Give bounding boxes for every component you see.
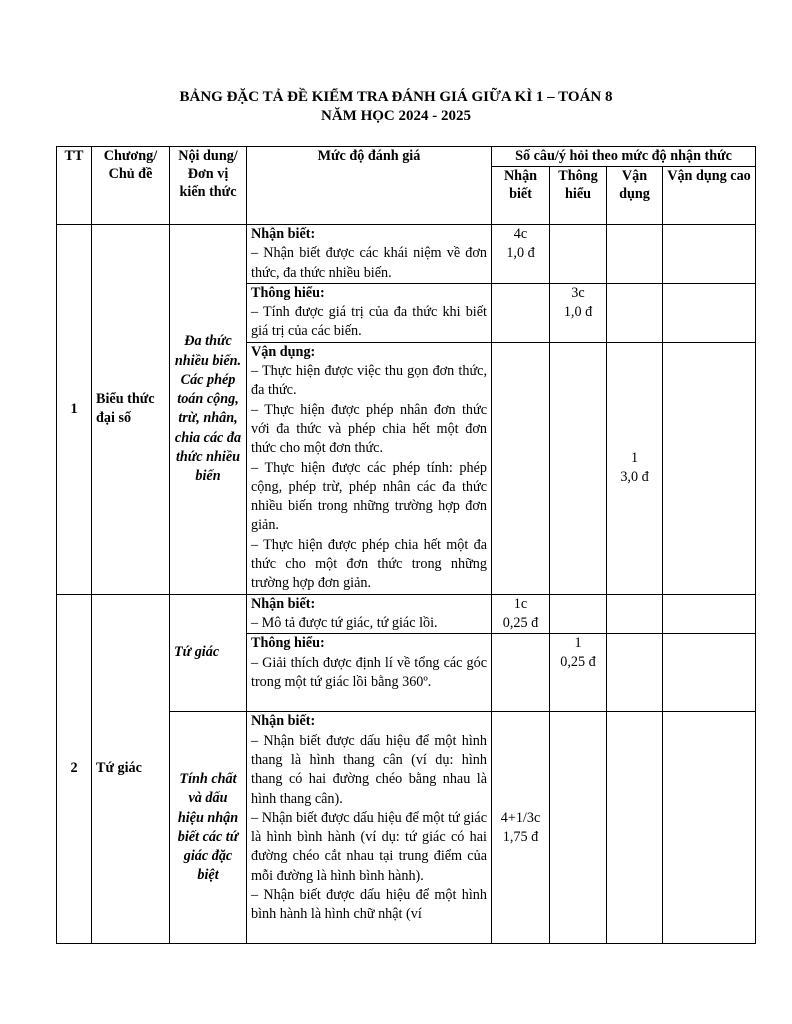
table-row [57,225,756,284]
points: 3,0 đ [620,469,649,486]
level-desc-cell [247,594,492,634]
level-label: Nhận biết: [251,595,316,612]
section-number: 1 [57,225,92,595]
school-year: NĂM HỌC 2024 - 2025 [321,108,471,124]
points: 0,25 đ [560,654,596,671]
header-group: Số câu/ý hỏi theo mức độ nhận thức [492,147,756,167]
understand-score [550,634,607,712]
level-description: – Thực hiện được phép nhân đơn thức với đa thức và phép chia hết một đơn thức cho một đơn thức. [251,401,487,457]
level-description: – Nhận biết được dấu hiệu để một tứ giác là hình bình hành (ví dụ: tứ giác có hai đường chéo cắt nhau tại trung điểm của mỗi đường là hình bình hành). [251,809,487,884]
question-count: 1c [513,595,528,612]
content-cell: Đa thức nhiều biến. Các phép toán cộng, trừ, nhân, chia các đa thức nhiều biến [170,225,247,595]
level-label: Nhận biết: [251,226,316,242]
content-cell: Tính chất và dấu hiệu nhận biết các tứ giác đặc biệt [170,712,247,944]
question-count: 1 [630,450,639,467]
level-description: – Nhận biết được các khái niệm về đơn thức, đa thức nhiều biến. [251,245,487,281]
level-description: – Mô tả được tứ giác, tứ giác lồi. [251,615,438,632]
points: 0,25 đ [502,614,539,631]
level-label: Nhận biết: [251,713,316,730]
points: 1,75 đ [502,828,539,845]
points: 1,0 đ [563,303,593,320]
recognize-score [492,225,550,284]
level-label: Thông hiểu: [251,284,325,301]
question-count: 4+1/3c [500,809,541,826]
level-desc-cell [247,634,492,712]
level-description: – Nhận biết được dấu hiệu để một hình thang là hình thang cân (ví dụ: hình thang có hai đường chéo bằng nhau là hình thang cân). [251,732,487,807]
points: 1,0 đ [506,245,535,261]
chapter-cell: Tứ giác [92,594,170,944]
question-count: 1 [574,635,582,652]
level-description: – Tính được giá trị của đa thức khi biết giá trị của các biến. [251,304,487,340]
recognize-score [492,594,550,634]
table-row [57,594,756,634]
question-count: 4c [513,226,528,242]
specification-table [56,146,756,944]
document-title: BẢNG ĐẶC TẢ ĐỀ KIỂM TRA ĐÁNH GIÁ GIỮA KÌ 1 – TOÁN 8 [179,89,613,105]
header-recognize: Nhận biết [492,167,550,225]
level-desc-cell [247,283,492,342]
question-count: 3c [571,284,585,301]
level-description: – Thực hiện được phép chia hết một đa thức cho một đơn thức trong những trường hợp đơn giản. [251,536,487,592]
level-description: – Giải thích được định lí về tổng các góc trong một tứ giác lồi bằng 360º. [251,654,487,690]
header-apply-high: Vận dụng cao [663,167,756,225]
header-tt: TT [57,147,92,225]
chapter-cell: Biểu thức đại số [92,225,170,595]
understand-score [550,283,607,342]
section-number: 2 [57,594,92,944]
header-understand: Thông hiểu [550,167,607,225]
header-level-desc: Mức độ đánh giá [247,147,492,225]
content-cell: Tứ giác [170,594,247,712]
level-description: – Thực hiện được các phép tính: phép cộng, phép trừ, phép nhân các đa thức nhiều biến trong những trường hợp đơn giản. [251,459,487,534]
level-label: Vận dụng: [251,343,316,360]
level-description: – Thực hiện được việc thu gọn đơn thức, đa thức. [251,363,487,399]
level-desc-cell [247,225,492,284]
header-chapter: Chương/ Chủ đề [92,147,170,225]
apply-score [607,342,663,594]
level-description: – Nhận biết được dấu hiệu để một hình bình hành là hình chữ nhật (ví [251,887,487,923]
level-desc-cell [247,342,492,594]
recognize-score [492,712,550,944]
header-apply: Vận dụng [607,167,663,225]
level-label: Thông hiểu: [251,635,325,652]
header-content: Nội dung/Đơn vị kiến thức [170,147,247,225]
level-desc-cell [247,712,492,944]
